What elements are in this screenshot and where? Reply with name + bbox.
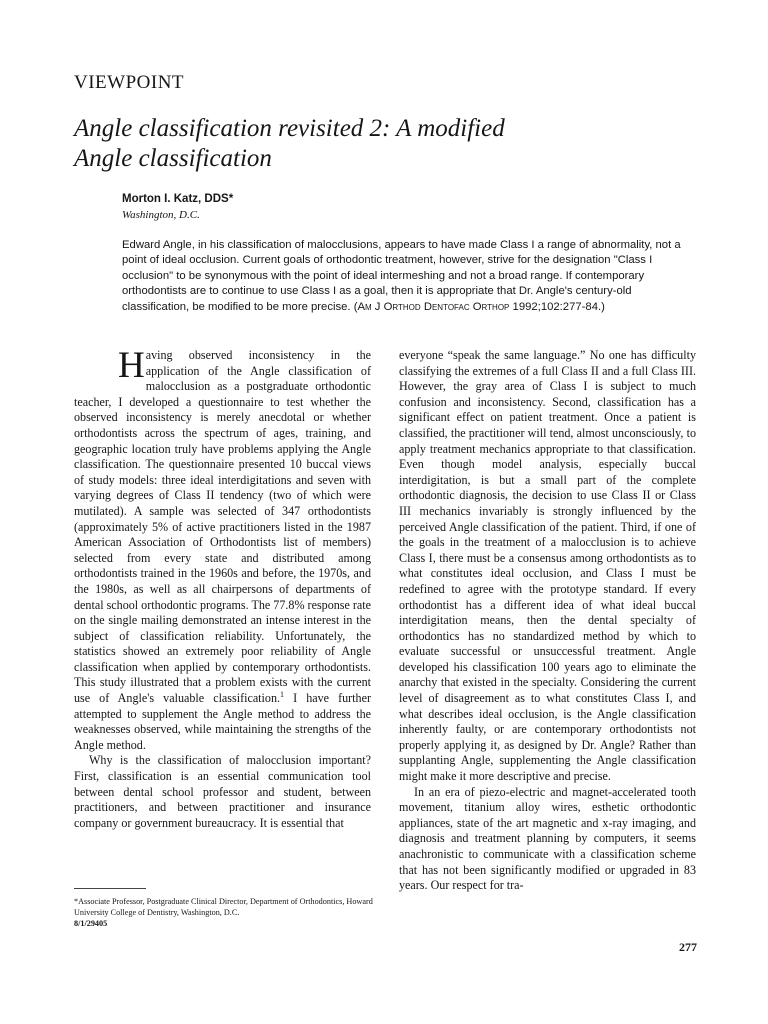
body-column-left <box>74 345 372 831</box>
paragraph-1-end: I have further attempted to supplement the Angle method to address the weaknesses observed, while maintaining the strengths of the Angle method. <box>74 691 371 752</box>
drop-cap: H <box>118 345 145 386</box>
title-line-2: Angle classification <box>74 145 272 172</box>
footnote-rule <box>74 888 146 889</box>
citation: 1992;102:277-84.) <box>509 300 605 313</box>
body-column-right <box>399 348 696 894</box>
paragraph-1 <box>74 345 372 753</box>
author-location: Washington, D.C. <box>122 209 200 221</box>
section-heading: VIEWPOINT <box>74 72 185 93</box>
footnote-text: *Associate Professor, Postgraduate Clinical Director, Department of Orthodontics, Howard University College of Dentistry, Washington, D.C. <box>74 897 373 917</box>
article-title <box>74 114 694 174</box>
paragraph-1-text: aving observed inconsistency in the application of the Angle classification of malocclusion as a postgraduate orthodontic teacher, I developed a questionnaire to test whether the observed inconsistency is merely anecdotal or whether orthodontists across the spectrum of ages, training, and geographic location truly have problems applying the Angle classification. The questionnaire presented 10 buccal views of study models: three ideal interdigitations and seven with varying degrees of Class II tendency (two of which were mutilated). A sample was selected of 347 orthodontists (approximately 5% of active practitioners listed in the 1987 American Association of Orthodontists list of members) selected from every state and distributed among orthodontists trained in the 1960s and before, the 1970s, and the 1980s, as well as all chairpersons of departments of dental school orthodontic programs. The 77.8% response rate on the single mailing demonstrated an intense interest in the subject of classification reliability. Unfortunately, the statistics showed an extremely poor reliability of Angle classification when applied by contemporary orthodontists. This study illustrated that a problem exists with the current use of Angle's valuable classification. <box>74 348 372 706</box>
author-name: Morton I. Katz, DDS* <box>122 193 234 205</box>
paragraph-4: In an era of piezo-electric and magnet-accelerated tooth movement, titanium alloy wires, esthetic orthodontic appliances, state of the art magnetic and x-ray imaging, and diagnosis and treatment planning by computers, it seems anachronistic to communicate with a classification scheme that has not been significantly modified or upgraded in 83 years. Our respect for tra- <box>399 784 696 893</box>
paragraph-2: Why is the classification of malocclusion important? First, classification is an essential communication tool between dental school professor and student, between practitioners, and between practitioner and insurance company or government bureaucracy. It is essential that <box>74 753 371 830</box>
footnote <box>74 896 374 929</box>
footnote-code: 8/1/29405 <box>74 919 108 928</box>
reference-marker[interactable]: 1 <box>280 690 285 700</box>
paragraph-3: everyone “speak the same language.” No one has difficulty classifying the extremes of a full Class II and a full Class III. However, the gray area of Class I is subject to much confusion and inconsistency. Second, classification has a significant effect on patient treatment. Once a patient is classified, the practitioner will tend, almost unconsciously, to apply treatment mechanics appropriate to that classification. Even though model analysis, especially buccal interdigitation, is but a small part of the complete orthodontic diagnosis, the decision to use Class II or Class III mechanics invariably is strongly influenced by the perceived Angle classification of the patient. Third, if one of the goals in the treatment of a malocclusion is to achieve Class I, there must be a consensus among orthodontists as to what constitutes ideal occlusion, and Class I must be redefined to agree with the prototype standard. If every orthodontist has a different idea of what ideal buccal interdigitation means, then the dental specialty of orthodontics has no standardized method by which to evaluate successful or unsuccessful treatment. Angle developed his classification 100 years ago to eliminate the anarchy that existed in the specialty. Considering the current level of disagreement as to what constitutes Class I, and what describes ideal occlusion, is the Angle classification inherently faulty, or are contemporary orthodontists not properly applying it, as designed by Dr. Angle? Rather than supplanting Angle, supplementing the Angle classification might make it more descriptive and precise. <box>399 348 696 784</box>
abstract-text: Edward Angle, in his classification of malocclusions, appears to have made Class I a range of abnormality, not a point of ideal occlusion. Current goals of orthodontic treatment, however, strive for the designation "Class I occlusion" to be synonymous with the point of ideal intermeshing and not a broad range. If contemporary orthodontists are to continue to use Class I as a goal, then it is appropriate that Dr. Angle's century-old classification, be modified to be more precise. ( <box>122 239 681 313</box>
page-number: 277 <box>679 940 697 954</box>
abstract <box>122 238 692 315</box>
title-line-1: Angle classification revisited 2: A modified <box>74 115 505 142</box>
journal-name: Am J Orthod Dentofac Orthop <box>357 300 510 313</box>
